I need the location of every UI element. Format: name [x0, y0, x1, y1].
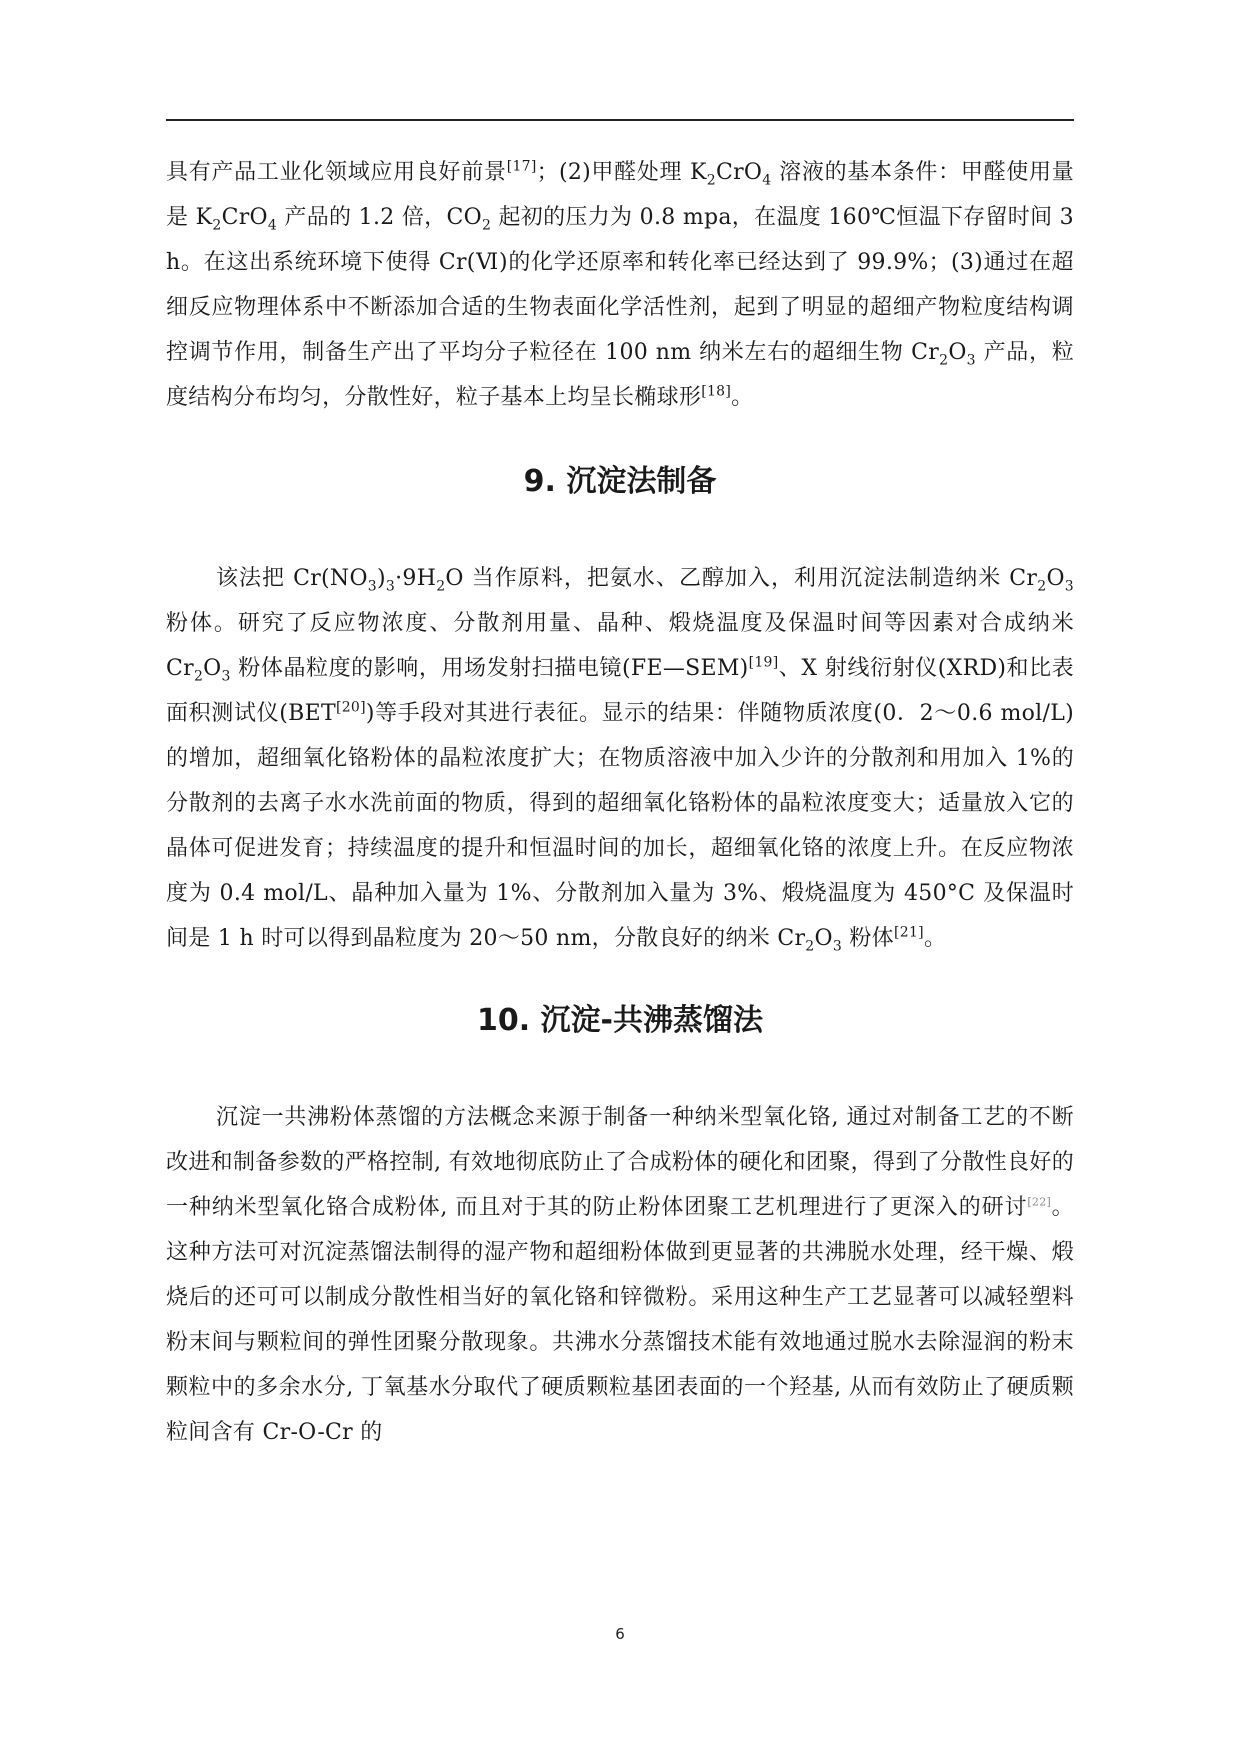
header-rule: [166, 119, 1074, 121]
citation-19: [19]: [748, 654, 779, 671]
citation-17: [17]: [506, 158, 537, 175]
citation-21: [21]: [893, 924, 924, 941]
citation-20: [20]: [335, 699, 366, 716]
page-number: 6: [615, 1625, 625, 1643]
paragraph-section-9: 该法把 $Cr(NO_3)_3\cdot 9H_2O$ 当作原料，把氨水、乙醇加入，利用沉淀法制造纳米 $Cr_2O_3$ 粉体。研究了反应物浓度、分散剂用量、晶种、煅烧温度及保温时间等因素对合成纳米 $Cr_2O_3$ 粉体晶粒度的影响，用场发射扫描电镜(FE—SEM)[19]、X 射线衍射仪(XRD)和比表面积测试仪(BET[20])等手段对其进行表征。显示的结果：伴随物质浓度(0．2～0.6 mol/L)的增加，超细氧化铬粉体的晶粒浓度扩大；在物质溶液中加入少许的分散剂和用加入 1%的分散剂的去离子水水洗前面的物质，得到的超细氧化铬粉体的晶粒浓度变大；适量放入它的晶体可促进发育；持续温度的提升和恒温时间的加长，超细氧化铬的浓度上升。在反应物浓度为 0.4 mol/L、晶种加入量为 1%、分散剂加入量为 3%、煅烧温度为 450°C 及保温时间是 1 h 时可以得到晶粒度为 20～50 nm，分散良好的纳米 $Cr_2O_3$ 粉体[21]。: [166, 566, 1074, 955]
citation-18: [18]: [701, 383, 732, 400]
section-heading-9: 9. 沉淀法制备: [523, 464, 717, 499]
paragraph-section-10: 沉淀一共沸粉体蒸馏的方法概念来源于制备一种纳米型氧化铬, 通过对制备工艺的不断改进和制备参数的严格控制, 有效地彻底防止了合成粉体的硬化和团聚，得到了分散性良好的一种纳米型氧化铬合成粉体, 而且对于其的防止粉体团聚工艺机理进行了更深入的研讨[22]。这种方法可对沉淀蒸馏法制得的湿产物和超细粉体做到更显著的共沸脱水处理，经干燥、煅烧后的还可可以制成分散性相当好的氧化铬和锌微粉。采用这种生产工艺显著可以减轻塑料粉末间与颗粒间的弹性团聚分散现象。共沸水分蒸馏技术能有效地通过脱水去除湿润的粉末颗粒中的多余水分, 丁氧基水分取代了硬质颗粒基团表面的一个羟基, 从而有效防止了硬质颗粒间含有 Cr-O-Cr 的: [166, 1105, 1074, 1445]
citation-22: [22]: [1027, 1195, 1052, 1209]
page-content: [166, 150, 1074, 1455]
section-heading-10: 10. 沉淀-共沸蒸馏法: [476, 1003, 764, 1038]
paragraph-intro-continuation: 具有产品工业化领域应用良好前景[17]；(2)甲醛处理 $K_2CrO_4$ 溶液的基本条件：甲醛使用量是 $K_2CrO_4$ 产品的 1.2 倍，$CO_2$ 起初的压力为 0.8 mpa，在温度 160℃恒温下存留时间 3 h。在这出系统环境下使得 Cr(Ⅵ)的化学还原率和转化率已经达到了 99.9%；(3)通过在超细反应物理体系中不断添加合适的生物表面化学活性剂，起到了明显的超细产物粒度结构调控调节作用，制备生产出了平均分子粒径在 100 nm 纳米左右的超细生物 $Cr_2O_3$ 产品，粒度结构分布均匀，分散性好，粒子基本上均呈长椭球形[18]。: [166, 158, 1075, 410]
